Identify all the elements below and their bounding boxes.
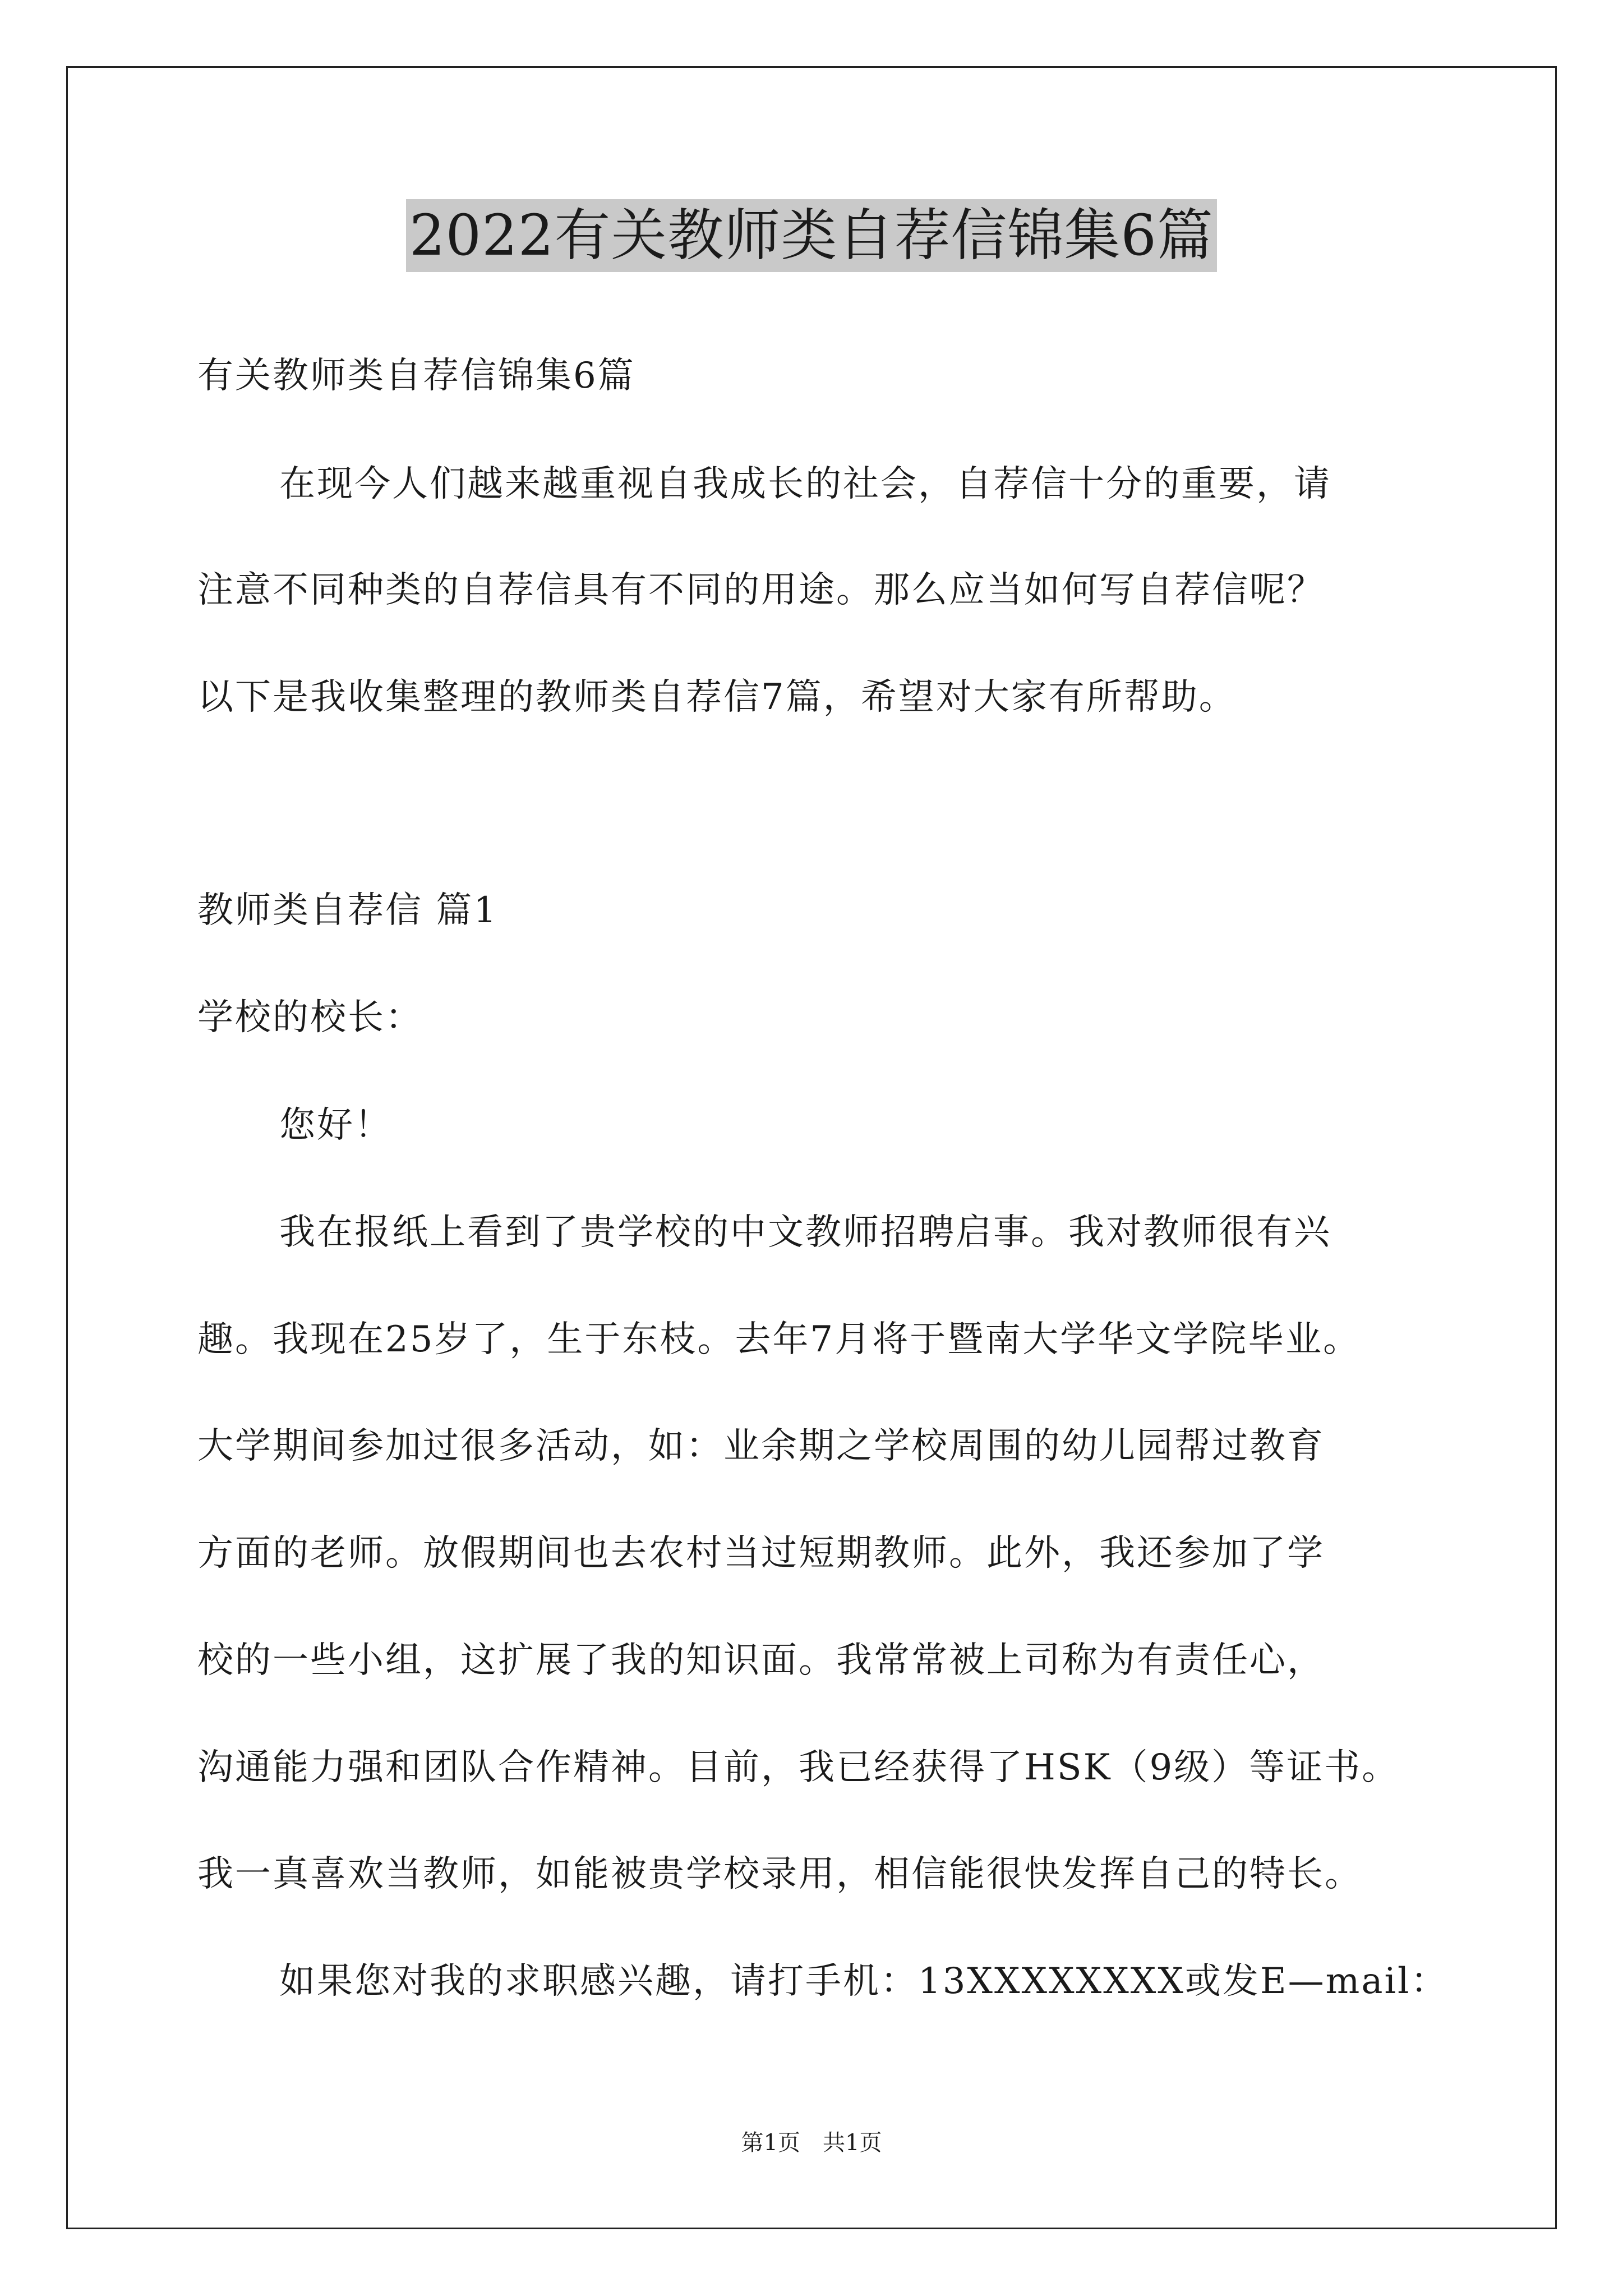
intro-line-2: 注意不同种类的自荐信具有不同的用途。那么应当如何写自荐信呢？ (197, 569, 1325, 611)
body-line-3: 大学期间参加过很多活动，如：业余期之学校周围的幼儿园帮过教育 (197, 1425, 1325, 1467)
section-heading: 教师类自荐信 篇1 (197, 890, 499, 931)
contact-line: 如果您对我的求职感兴趣，请打手机：13XXXXXXXX或发E—mail： (279, 1961, 1449, 2002)
document-title: 2022有关教师类自荐信锦集6篇 (406, 199, 1217, 272)
intro-line-1: 在现今人们越来越重视自我成长的社会，自荐信十分的重要，请 (279, 463, 1331, 505)
body-line-7: 我一真喜欢当教师，如能被贵学校录用，相信能很快发挥自己的特长。 (197, 1853, 1362, 1895)
body-line-6: 沟通能力强和团队合作精神。目前，我已经获得了HSK（9级）等证书。 (197, 1747, 1400, 1788)
body-line-1: 我在报纸上看到了贵学校的中文教师招聘启事。我对教师很有兴 (279, 1212, 1331, 1253)
document-title-block (0, 199, 1623, 272)
body-line-4: 方面的老师。放假期间也去农村当过短期教师。此外，我还参加了学 (197, 1533, 1325, 1574)
body-line-5: 校的一些小组，这扩展了我的知识面。我常常被上司称为有责任心， (197, 1640, 1325, 1681)
body-line-2: 趣。我现在25岁了，生于东枝。去年7月将于暨南大学华文学院毕业。 (197, 1319, 1361, 1360)
greeting: 您好！ (279, 1105, 392, 1146)
page-footer: 第1页 共1页 (741, 2130, 882, 2156)
intro-line-3: 以下是我收集整理的教师类自荐信7篇，希望对大家有所帮助。 (197, 677, 1237, 718)
salutation: 学校的校长： (197, 997, 423, 1038)
document-subtitle: 有关教师类自荐信锦集6篇 (197, 355, 635, 397)
